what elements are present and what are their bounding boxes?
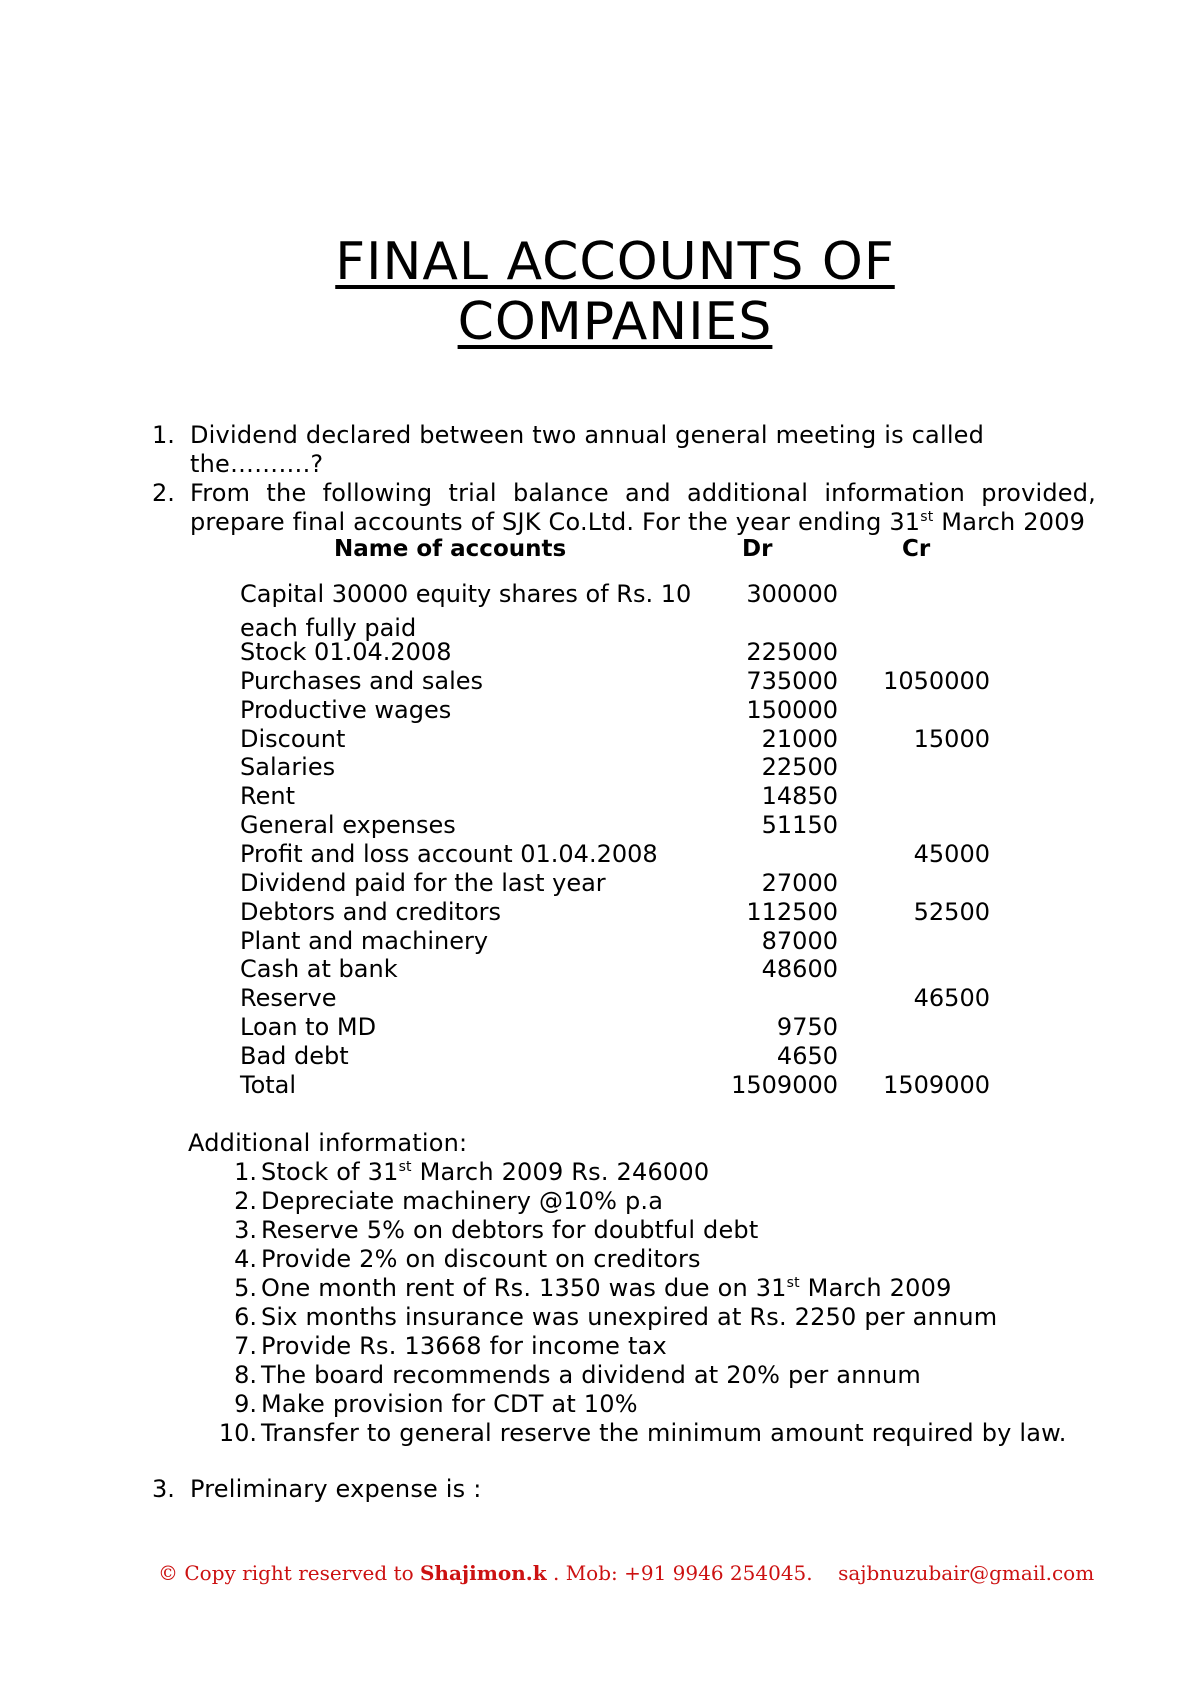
list-item	[261, 1158, 709, 1187]
account-name: each fully paid	[240, 614, 417, 642]
dr-amount: 87000	[761, 927, 838, 955]
list-item-number: 8.	[234, 1361, 257, 1389]
dr-amount: 21000	[761, 725, 838, 753]
question-2-line-2-sup: st	[920, 509, 934, 525]
question-2-line-2-text: prepare final accounts of SJK Co.Ltd. For the year ending 31	[190, 508, 921, 536]
list-item-tail: March 2009 Rs. 246000	[411, 1158, 710, 1186]
list-item-number: 7.	[234, 1332, 257, 1360]
table-row	[240, 955, 1000, 984]
cr-amount: 46500	[913, 984, 990, 1012]
list-item-number: 4.	[234, 1245, 257, 1273]
list-item: Six months insurance was unexpired at Rs. 2250 per annum	[261, 1303, 998, 1331]
list-item: The board recommends a dividend at 20% per annum	[261, 1361, 922, 1389]
table-row	[240, 725, 1000, 754]
title-line-2: COMPANIES	[457, 292, 773, 352]
list-item-tail: March 2009	[799, 1274, 952, 1302]
title-line-1: FINAL ACCOUNTS OF	[335, 232, 895, 292]
list-item: Provide Rs. 13668 for income tax	[261, 1332, 667, 1360]
account-name: Cash at bank	[240, 955, 398, 983]
question-2-line-2-tail: March 2009	[933, 508, 1086, 536]
account-name: Purchases and sales	[240, 667, 484, 695]
dr-amount: 300000	[746, 580, 838, 608]
cr-amount: 52500	[913, 898, 990, 926]
footer-author: Shajimon.k	[419, 1561, 547, 1585]
footer-contact: . Mob: +91 9946 254045. sajbnuzubair@gmail.com	[546, 1561, 1095, 1585]
list-item-text: Stock of 31	[261, 1158, 399, 1186]
account-name: General expenses	[240, 811, 456, 839]
question-1-line-2: the……….?	[190, 450, 324, 478]
list-item: Make provision for CDT at 10%	[261, 1390, 638, 1418]
page-title	[0, 232, 1110, 352]
list-item-text: One month rent of Rs. 1350 was due on 31	[261, 1274, 787, 1302]
dr-amount: 1509000	[731, 1071, 838, 1099]
list-item-number: 5.	[234, 1274, 257, 1302]
dr-amount: 225000	[746, 638, 838, 666]
cr-amount: 1050000	[883, 667, 990, 695]
question-1-number: 1.	[152, 421, 175, 449]
question-3-text: Preliminary expense is :	[190, 1475, 482, 1503]
table-row	[240, 667, 1000, 696]
account-name: Profit and loss account 01.04.2008	[240, 840, 658, 868]
cr-amount: 45000	[913, 840, 990, 868]
account-name: Loan to MD	[240, 1013, 377, 1041]
table-row	[240, 753, 1000, 782]
table-row	[240, 869, 1000, 898]
account-name: Salaries	[240, 753, 336, 781]
question-2-line-1: From the following trial balance and additional information provided,	[190, 479, 1096, 507]
table-row	[240, 811, 1000, 840]
account-name: Dividend paid for the last year	[240, 869, 606, 897]
dr-amount: 51150	[761, 811, 838, 839]
account-name: Reserve	[240, 984, 337, 1012]
cr-amount: 15000	[913, 725, 990, 753]
list-item: Reserve 5% on debtors for doubtful debt	[261, 1216, 759, 1244]
table-row	[240, 927, 1000, 956]
table-row	[240, 1013, 1000, 1042]
table-row	[240, 782, 1000, 811]
table-row	[240, 638, 1000, 667]
table-row	[240, 580, 1000, 609]
account-name: Total	[240, 1071, 297, 1099]
account-name: Plant and machinery	[240, 927, 489, 955]
list-item-number: 3.	[234, 1216, 257, 1244]
dr-amount: 150000	[746, 696, 838, 724]
list-item-number: 1.	[234, 1158, 257, 1186]
dr-amount: 4650	[776, 1042, 838, 1070]
dr-amount: 14850	[761, 782, 838, 810]
cr-amount: 1509000	[883, 1071, 990, 1099]
table-row	[240, 840, 1000, 869]
list-item-number: 9.	[234, 1390, 257, 1418]
list-item-number: 2.	[234, 1187, 257, 1215]
list-item-number: 10.	[218, 1419, 257, 1447]
dr-amount: 27000	[761, 869, 838, 897]
list-item: Transfer to general reserve the minimum amount required by law.	[261, 1419, 1067, 1447]
header-dr: Dr	[742, 536, 773, 562]
list-item-sup: st	[786, 1275, 800, 1291]
dr-amount: 48600	[761, 955, 838, 983]
header-cr: Cr	[902, 536, 931, 562]
list-item: Provide 2% on discount on creditors	[261, 1245, 701, 1273]
table-row-total	[240, 1071, 1000, 1100]
question-3-number: 3.	[152, 1475, 175, 1503]
account-name: Rent	[240, 782, 295, 810]
list-item-sup: st	[398, 1159, 412, 1175]
table-row	[240, 696, 1000, 725]
account-name: Debtors and creditors	[240, 898, 502, 926]
table-row	[240, 984, 1000, 1013]
additional-info-heading: Additional information:	[188, 1129, 468, 1157]
footer-prefix: © Copy right reserved to	[158, 1561, 420, 1585]
dr-amount: 22500	[761, 753, 838, 781]
account-name: Productive wages	[240, 696, 452, 724]
account-name: Capital 30000 equity shares of Rs. 10	[240, 580, 692, 608]
dr-amount: 735000	[746, 667, 838, 695]
dr-amount: 9750	[776, 1013, 838, 1041]
dr-amount: 112500	[746, 898, 838, 926]
list-item	[261, 1274, 952, 1303]
header-name-of-accounts: Name of accounts	[334, 536, 567, 562]
copyright-footer	[0, 1561, 1200, 1585]
list-item: Depreciate machinery @10% p.a	[261, 1187, 664, 1215]
question-1-line-1: Dividend declared between two annual general meeting is called	[190, 421, 985, 449]
account-name: Stock 01.04.2008	[240, 638, 452, 666]
question-2-number: 2.	[152, 479, 175, 507]
account-name: Bad debt	[240, 1042, 349, 1070]
table-row	[240, 898, 1000, 927]
table-row	[240, 1042, 1000, 1071]
list-item-number: 6.	[234, 1303, 257, 1331]
question-2-line-2	[190, 508, 1085, 537]
account-name: Discount	[240, 725, 346, 753]
